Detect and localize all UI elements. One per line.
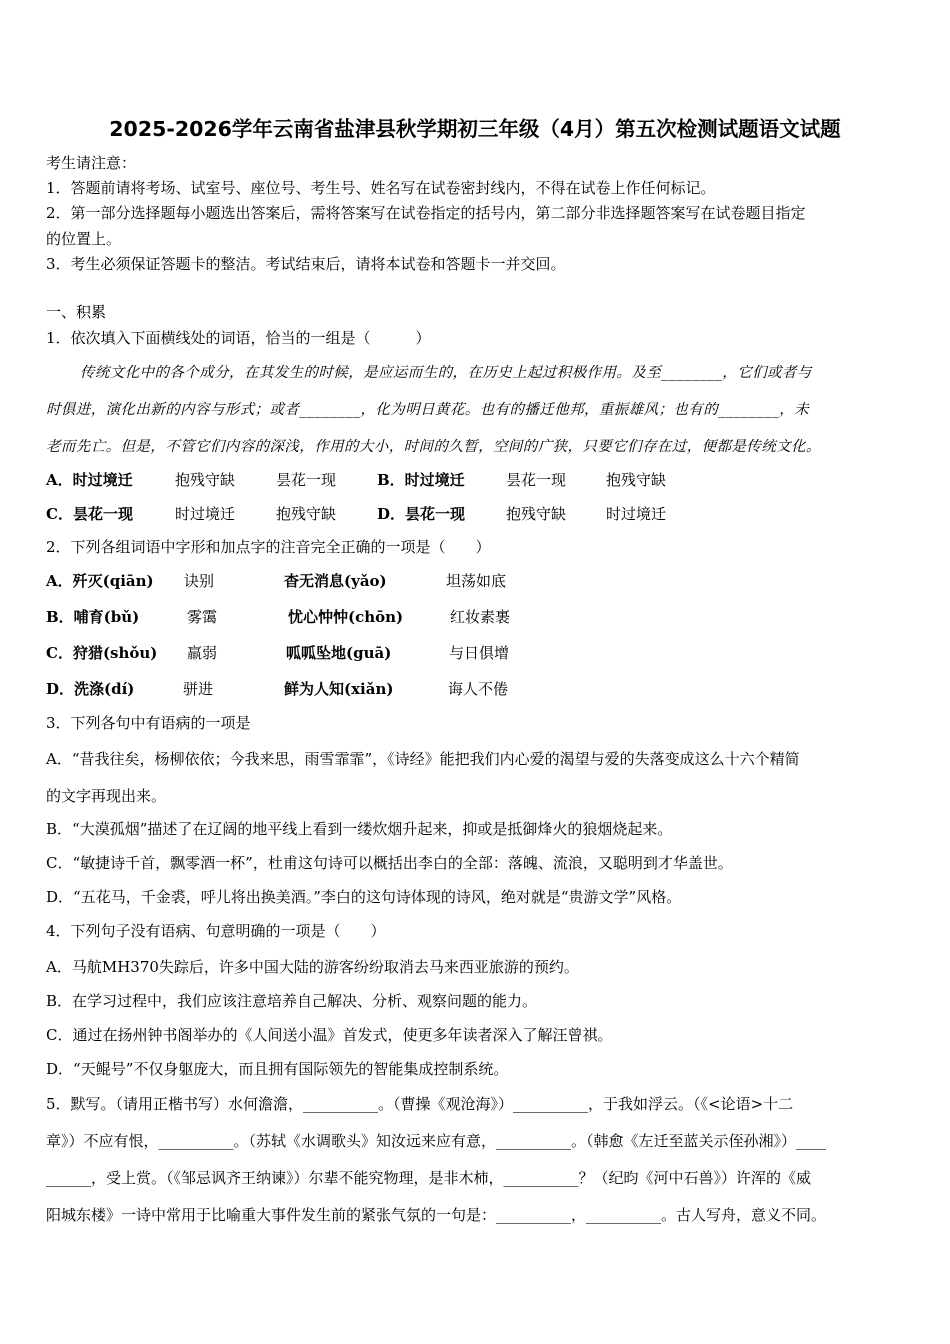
q2-option-term: 羸弱	[187, 644, 218, 662]
q4-option-c[interactable]: C．通过在扬州钟书阁举办的《人间送小温》首发式，使更多年读者深入了解汪曾祺。	[46, 1026, 613, 1044]
q2-option-c[interactable]: C．狩猎(shǒu)	[46, 644, 158, 662]
question-5-line: 5．默写。（请用正楷书写）水何澹澹，__________。（曹操《观沧海》）__________，于我如浮云。（《<论语>十二	[46, 1095, 794, 1113]
q2-option-term: 杳无消息(yǎo)	[284, 572, 387, 590]
q2-option-d[interactable]: D．洗涤(dí)	[46, 680, 135, 698]
q1-option-term: 抱残守缺	[506, 505, 567, 523]
q3-option-a[interactable]: A．“昔我往矣，杨柳依依；今我来思，雨雪霏霏”，《诗经》能把我们内心爱的渴望与爱的失落变成这么十六个精简	[46, 750, 800, 768]
question-5-line: 阳城东楼》一诗中常用于比喻重大事件发生前的紧张气氛的一句是：__________，__________。古人写舟，意义不同。	[46, 1206, 827, 1224]
q1-option-d[interactable]: D．昙花一现	[377, 505, 466, 523]
question-5-line: 章》）不应有恨，__________。（苏轼《水调歌头》知汝远来应有意，__________。（韩愈《左迁至蓝关示侄孙湘》）____	[46, 1132, 827, 1150]
question-2-stem: 2．下列各组词语中字形和加点字的注音完全正确的一项是（ ）	[46, 538, 491, 556]
q1-option-c[interactable]: C．昙花一现	[46, 505, 133, 523]
q4-option-b[interactable]: B．在学习过程中，我们应该注意培养自己解决、分析、观察问题的能力。	[46, 992, 538, 1010]
q1-option-term: 抱残守缺	[276, 505, 337, 523]
q1-passage-line: 时俱进，演化出新的内容与形式；或者________，化为明日黄花。也有的播迁他邦，重振雄风；也有的________，未	[46, 402, 810, 418]
q2-option-term: 坦荡如底	[446, 572, 507, 590]
page-title: 2025-2026学年云南省盐津县秋学期初三年级（4月）第五次检测试题语文试题	[109, 117, 841, 141]
question-1-stem: 1．依次填入下面横线处的词语，恰当的一组是（ ）	[46, 329, 431, 347]
q1-option-term: 昙花一现	[506, 471, 567, 489]
notice-item: 3．考生必须保证答题卡的整洁。考试结束后，请将本试卷和答题卡一并交回。	[46, 255, 566, 273]
q3-option-b[interactable]: B．“大漠孤烟”描述了在辽阔的地平线上看到一缕炊烟升起来，抑或是抵御烽火的狼烟烧起来。	[46, 820, 673, 838]
q2-option-term: 雾霭	[187, 608, 218, 626]
q2-option-term: 诀别	[184, 572, 215, 590]
q3-option-d[interactable]: D．“五花马，千金裘，呼儿将出换美酒。”李白的这句诗体现的诗风，绝对就是“贵游文学”风格。	[46, 888, 682, 906]
q2-option-term: 骈进	[183, 680, 214, 698]
q1-option-term: 抱残守缺	[606, 471, 667, 489]
q4-option-d[interactable]: D．“天鲲号”不仅身躯庞大，而且拥有国际领先的智能集成控制系统。	[46, 1060, 509, 1078]
notice-item: 1．答题前请将考场、试室号、座位号、考生号、姓名写在试卷密封线内，不得在试卷上作任何标记。	[46, 179, 716, 197]
q2-option-term: 红妆素裹	[450, 608, 511, 626]
q1-option-b[interactable]: B．时过境迁	[377, 471, 465, 489]
section-heading: 一、积累	[46, 303, 107, 321]
q2-option-b[interactable]: B．哺育(bǔ)	[46, 608, 140, 626]
q4-option-a[interactable]: A．马航MH370失踪后，许多中国大陆的游客纷纷取消去马来西亚旅游的预约。	[46, 958, 579, 976]
q2-option-term: 忧心忡忡(chōn)	[288, 608, 404, 626]
q1-option-a[interactable]: A．时过境迁	[46, 471, 133, 489]
q2-option-term: 诲人不倦	[448, 680, 509, 698]
q2-option-term: 鲜为人知(xiǎn)	[284, 680, 394, 698]
q2-option-a[interactable]: A．歼灭(qiān)	[46, 572, 154, 590]
q2-option-term: 与日俱增	[449, 644, 510, 662]
notice-item: 2．第一部分选择题每小题选出答案后，需将答案写在试卷指定的括号内，第二部分非选择题答案写在试卷题目指定	[46, 204, 806, 222]
question-5-line: ______，受上赏。（《邹忌讽齐王纳谏》）尔辈不能究物理，是非木柿，__________？（纪昀《河中石兽》）许浑的《威	[46, 1169, 812, 1187]
notice-item: 的位置上。	[46, 230, 122, 248]
q1-passage-line: 传统文化中的各个成分，在其发生的时候，是应运而生的，在历史上起过积极作用。及至________，它们或者与	[80, 365, 812, 381]
q3-option-c[interactable]: C．“敏捷诗千首，飘零酒一杯”，杜甫这句诗可以概括出李白的全部：落魄、流浪，又聪明到才华盖世。	[46, 854, 733, 872]
question-4-stem: 4．下列句子没有语病、句意明确的一项是（ ）	[46, 922, 386, 940]
question-3-stem: 3．下列各句中有语病的一项是	[46, 714, 251, 732]
q2-option-term: 呱呱坠地(guā)	[286, 644, 392, 662]
q3-option-a-cont: 的文字再现出来。	[46, 787, 167, 805]
notice-heading: 考生请注意：	[46, 154, 137, 172]
q1-option-term: 抱残守缺	[175, 471, 236, 489]
q1-option-term: 时过境迁	[606, 505, 667, 523]
q1-option-term: 时过境迁	[175, 505, 236, 523]
q1-option-term: 昙花一现	[276, 471, 337, 489]
q1-passage-line: 老而先亡。但是，不管它们内容的深浅，作用的大小，时间的久暂，空间的广狭，只要它们存在过，便都是传统文化。	[46, 439, 821, 455]
